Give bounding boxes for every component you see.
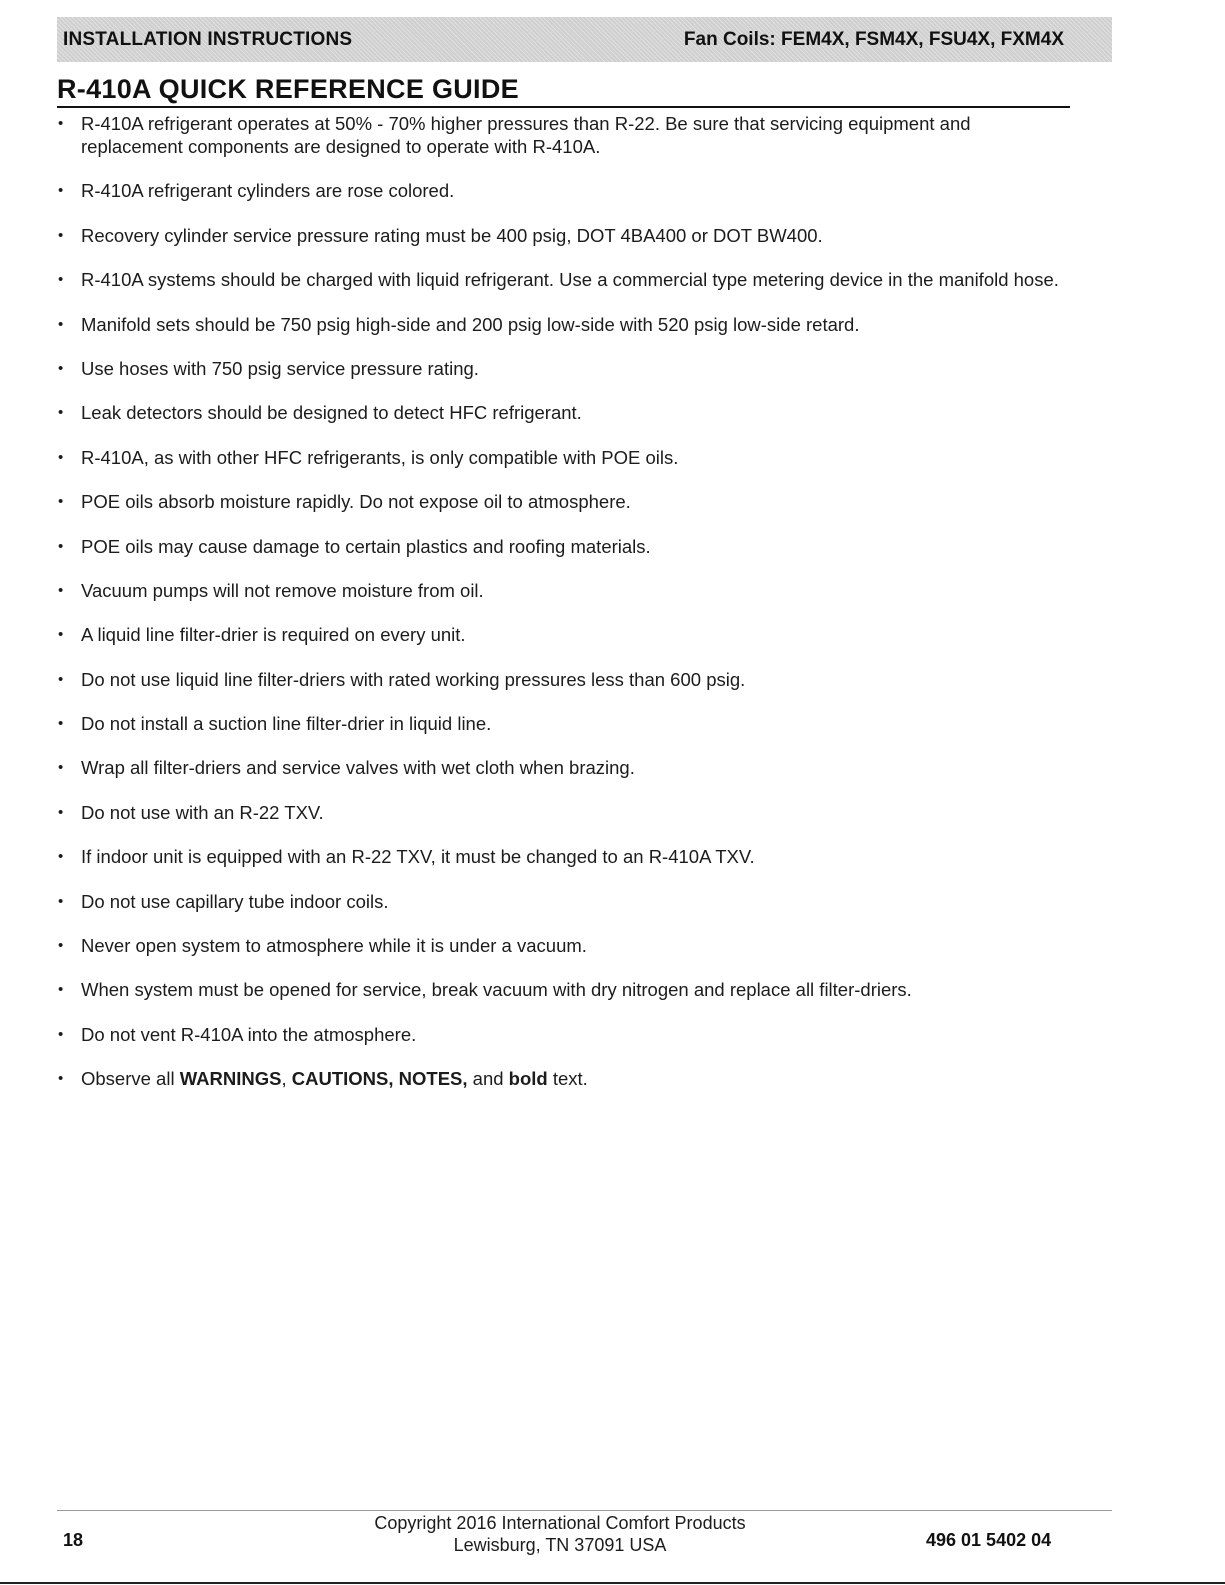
list-item-text: Vacuum pumps will not remove moisture from oil.	[81, 579, 484, 601]
copyright-line: Copyright 2016 International Comfort Products	[374, 1513, 746, 1533]
list-item	[57, 890, 1067, 913]
list-item	[57, 978, 1067, 1001]
bullet-dot-icon: •	[58, 115, 64, 132]
warnings-emphasis: WARNINGS	[179, 1068, 282, 1090]
bullet-dot-icon: •	[58, 1025, 64, 1043]
list-item-text: POE oils absorb moisture rapidly. Do not expose oil to atmosphere.	[81, 491, 631, 513]
bullet-dot-icon: •	[58, 182, 64, 200]
document-number: 496 01 5402 04	[926, 1530, 1052, 1550]
list-item-text: Never open system to atmosphere while it is under a vacuum.	[81, 935, 587, 957]
list-item-text: If indoor unit is equipped with an R-22 TXV, it must be changed to an R-410A TXV.	[81, 846, 755, 868]
bullet-dot-icon: •	[58, 759, 64, 777]
list-item-text: Do not use with an R-22 TXV.	[81, 801, 324, 823]
observe-separator: ,	[281, 1068, 292, 1090]
list-item-text: Use hoses with 750 psig service pressure rating.	[81, 357, 479, 379]
list-item	[57, 1023, 1067, 1046]
list-item	[57, 845, 1067, 868]
list-item-text: Do not vent R-410A into the atmosphere.	[81, 1023, 417, 1045]
list-item	[57, 756, 1067, 779]
bullet-dot-icon: •	[58, 715, 64, 733]
list-item	[57, 313, 1067, 336]
header-bar	[57, 17, 1112, 62]
header-product-label: Fan Coils: FEM4X, FSM4X, FSU4X, FXM4X	[683, 29, 1064, 50]
list-item	[57, 623, 1067, 646]
reference-list	[57, 112, 1067, 1112]
page-title: R-410A QUICK REFERENCE GUIDE	[57, 74, 1070, 108]
bullet-dot-icon: •	[58, 448, 64, 466]
list-item-text: Do not install a suction line filter-drier in liquid line.	[81, 713, 492, 735]
footer-divider	[57, 1510, 1112, 1511]
bullet-dot-icon: •	[58, 271, 64, 289]
list-item	[57, 112, 1067, 158]
bullet-dot-icon: •	[58, 892, 64, 910]
bullet-dot-icon: •	[58, 493, 64, 511]
bullet-dot-icon: •	[58, 537, 64, 555]
list-item	[57, 712, 1067, 735]
list-item	[57, 668, 1067, 691]
bullet-dot-icon: •	[58, 937, 64, 955]
bullet-dot-icon: •	[58, 981, 64, 999]
list-item-text: Leak detectors should be designed to detect HFC refrigerant.	[81, 402, 582, 424]
list-item-text: Do not use liquid line filter-driers with rated working pressures less than 600 psig.	[81, 668, 746, 690]
copyright-block	[340, 1512, 780, 1556]
bold-emphasis: bold	[508, 1068, 548, 1090]
bullet-dot-icon: •	[58, 670, 64, 688]
list-item-text: When system must be opened for service, break vacuum with dry nitrogen and replace all filter-driers.	[81, 979, 912, 1001]
list-item-text: Do not use capillary tube indoor coils.	[81, 890, 389, 912]
list-item-text: Manifold sets should be 750 psig high-side and 200 psig low-side with 520 psig low-side retard.	[81, 313, 860, 335]
list-item	[57, 535, 1067, 558]
list-item-text: R-410A refrigerant cylinders are rose colored.	[81, 180, 455, 202]
list-item	[57, 179, 1067, 202]
header-section-label: INSTALLATION INSTRUCTIONS	[63, 29, 353, 50]
bullet-dot-icon: •	[58, 226, 64, 244]
bullet-dot-icon: •	[58, 626, 64, 644]
list-item	[57, 801, 1067, 824]
list-item	[57, 934, 1067, 957]
bullet-dot-icon: •	[58, 404, 64, 422]
observe-suffix: text.	[547, 1068, 588, 1090]
address-line: Lewisburg, TN 37091 USA	[453, 1535, 667, 1555]
bullet-dot-icon: •	[58, 581, 64, 599]
observe-connector: and	[467, 1068, 509, 1090]
list-item	[57, 446, 1067, 469]
list-item-text: Recovery cylinder service pressure rating must be 400 psig, DOT 4BA400 or DOT BW400.	[81, 224, 823, 246]
list-item-text: A liquid line filter-drier is required on every unit.	[81, 624, 466, 646]
list-item	[57, 490, 1067, 513]
list-item-text: R-410A systems should be charged with liquid refrigerant. Use a commercial type metering device in the manifold hose.	[81, 269, 1059, 291]
bullet-dot-icon: •	[58, 1070, 64, 1088]
bullet-dot-icon: •	[58, 359, 64, 377]
list-item	[57, 224, 1067, 247]
list-item-text: R-410A refrigerant operates at 50% - 70% higher pressures than R-22. Be sure that servicing equipment and replacement components are designed to operate with R-410A.	[81, 113, 971, 157]
bottom-edge-rule	[0, 1582, 1225, 1584]
list-item	[57, 579, 1067, 602]
list-item	[57, 401, 1067, 424]
list-item-observe	[57, 1067, 1067, 1090]
page-number: 18	[63, 1530, 84, 1550]
observe-prefix: Observe all	[81, 1068, 180, 1090]
list-item-text: R-410A, as with other HFC refrigerants, is only compatible with POE oils.	[81, 446, 679, 468]
cautions-notes-emphasis: CAUTIONS, NOTES,	[291, 1068, 468, 1090]
bullet-dot-icon: •	[58, 803, 64, 821]
list-item-text: POE oils may cause damage to certain plastics and roofing materials.	[81, 535, 651, 557]
list-item-text: Wrap all filter-driers and service valves with wet cloth when brazing.	[81, 757, 635, 779]
bullet-dot-icon: •	[58, 315, 64, 333]
list-item	[57, 268, 1067, 291]
bullet-dot-icon: •	[58, 848, 64, 866]
list-item	[57, 357, 1067, 380]
